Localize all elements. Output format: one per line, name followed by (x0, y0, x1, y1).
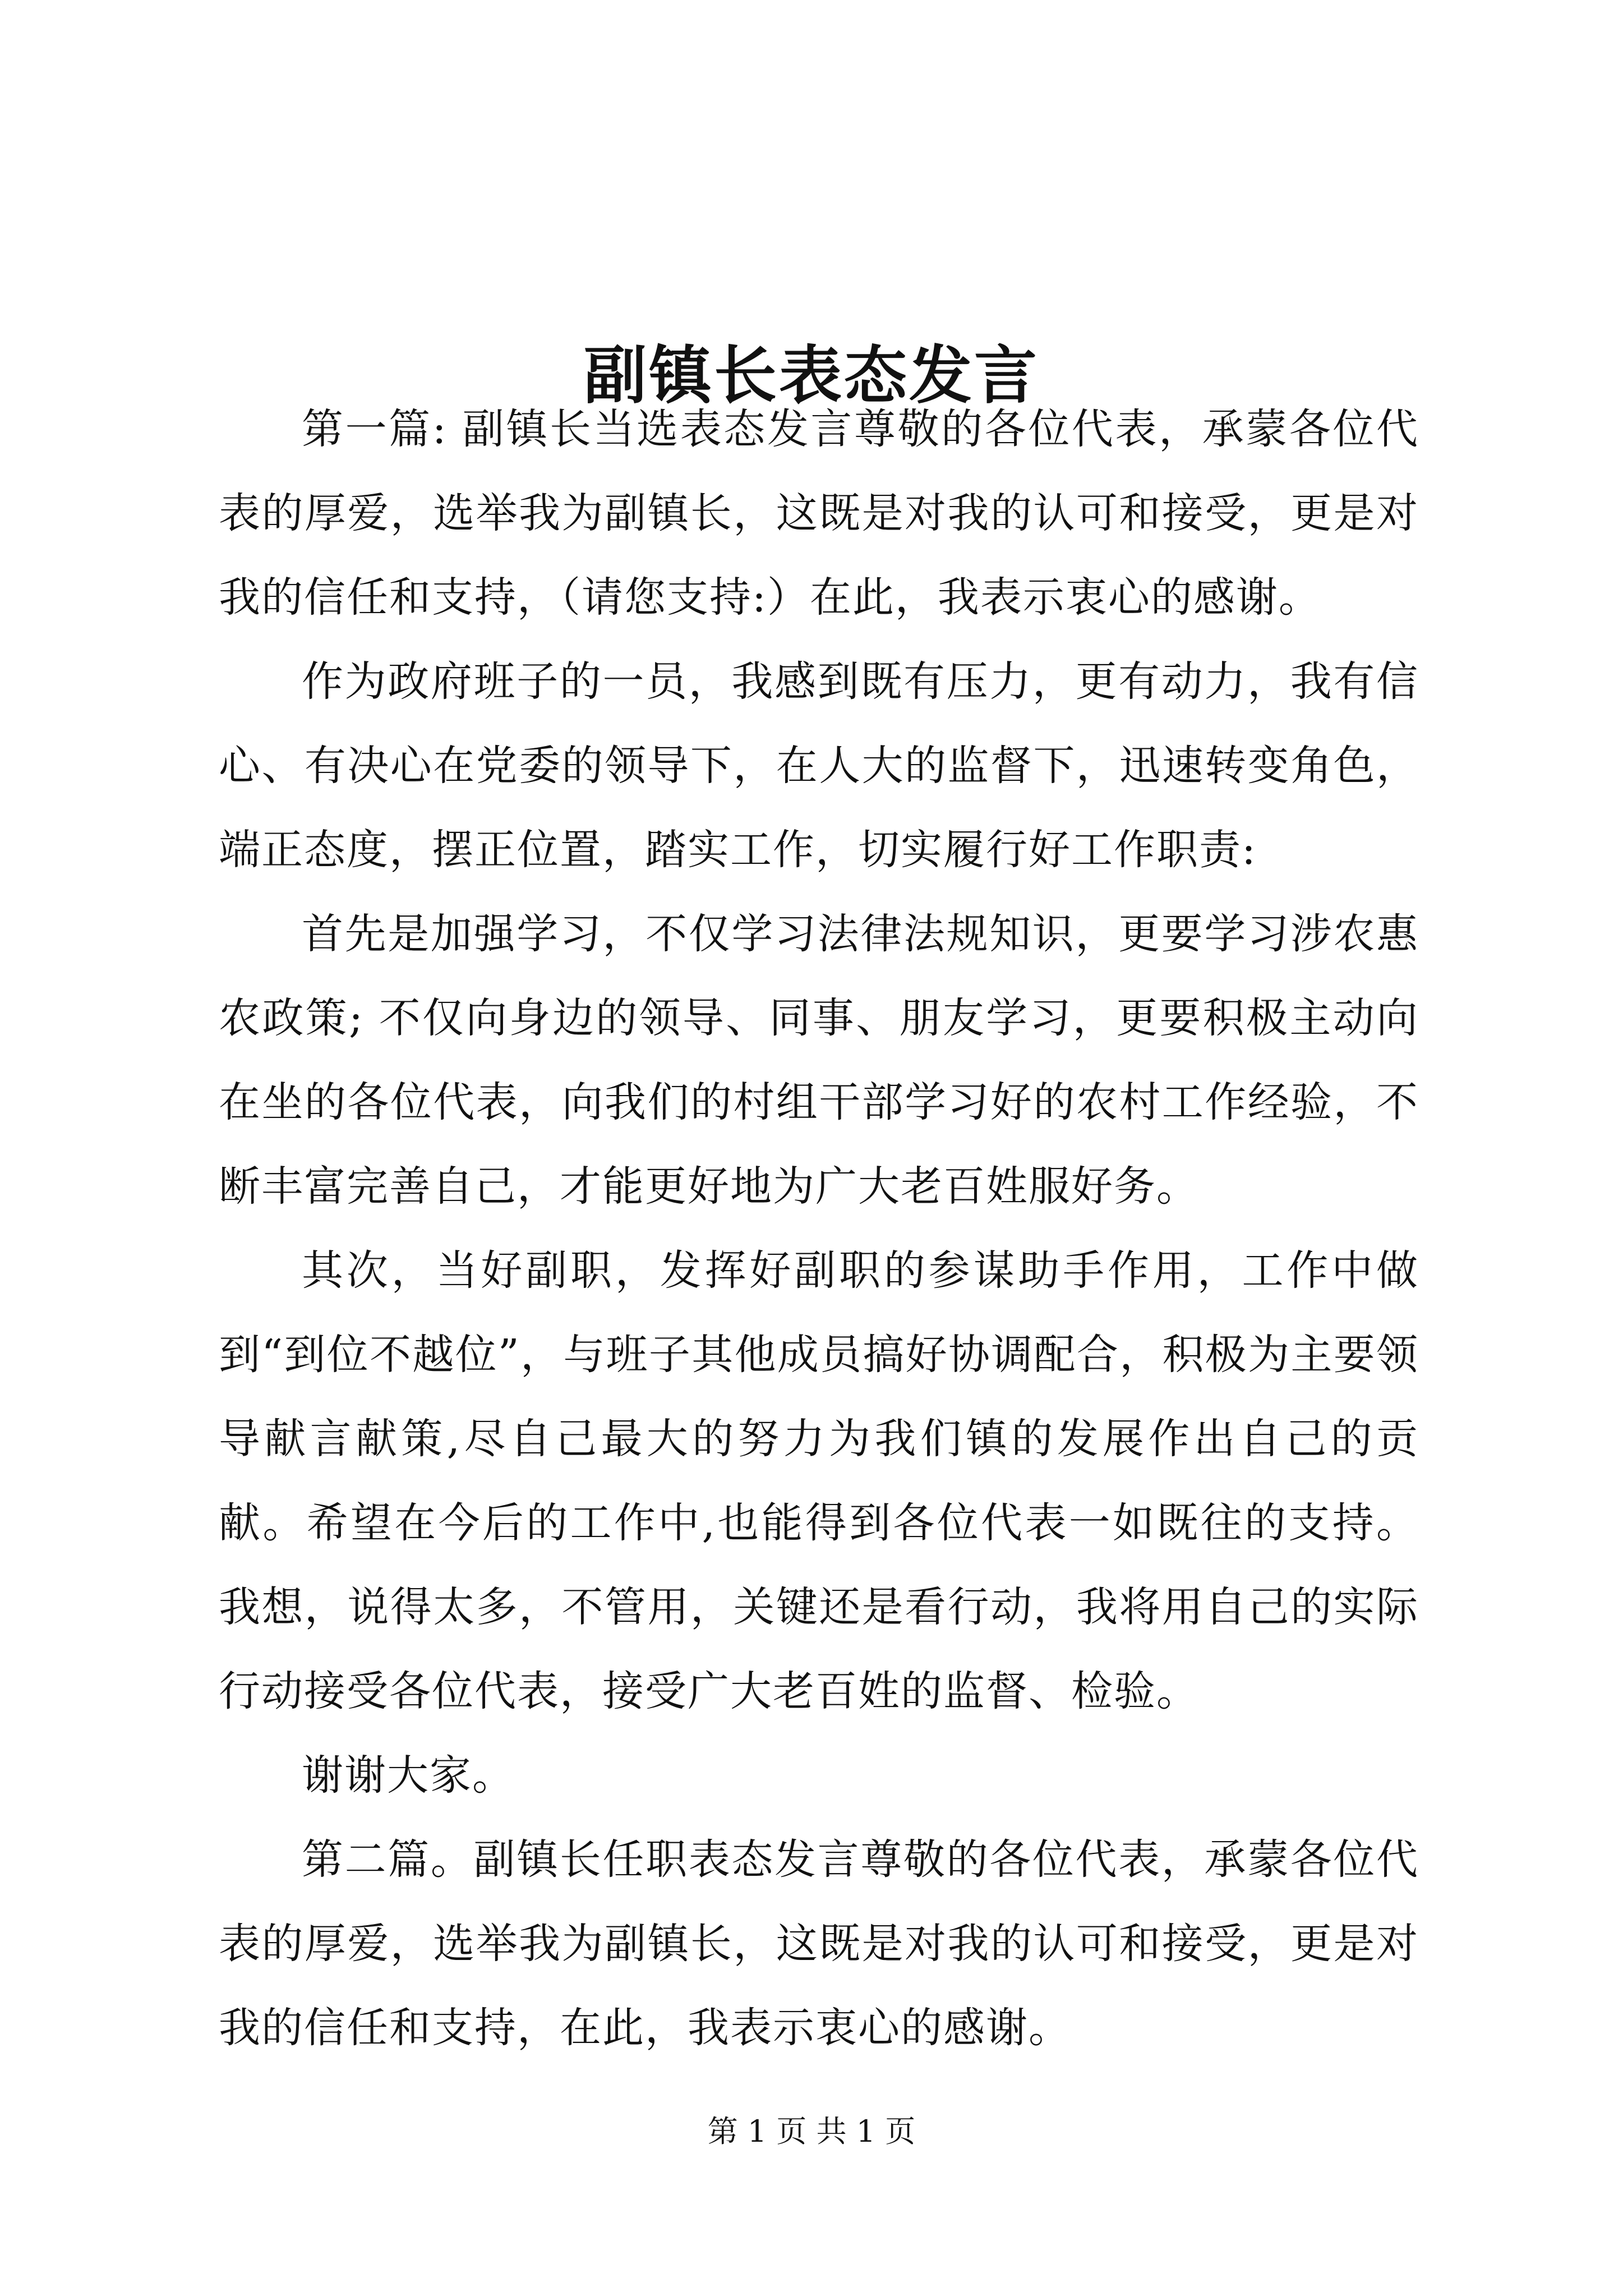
paragraph: 首先是加强学习，不仅学习法律法规知识，更要学习涉农惠农政策; 不仅向身边的领导、同事、朋友学习，更要积极主动向在坐的各位代表，向我们的村组干部学习好的农村工作经验，不断丰富完善自己，才能更好地为广大老百姓服好务。 (219, 910, 1419, 1211)
page-footer: 第 1 页 共 1 页 (707, 2114, 916, 2149)
document-title: 副镇长表态发言 (584, 339, 1039, 413)
paragraph: 第一篇: 副镇长当选表态发言尊敬的各位代表，承蒙各位代表的厚爱，选举我为副镇长，这既是对我的认可和接受，更是对我的信任和支持，（请您支持:）在此，我表示衷心的感谢。 (219, 405, 1419, 622)
paragraph: 谢谢大家。 (302, 1751, 515, 1800)
paragraph: 作为政府班子的一员，我感到既有压力，更有动力，我有信心、有决心在党委的领导下，在人大的监督下，迅速转变角色，端正态度，摆正位置，踏实工作，切实履行好工作职责: (219, 657, 1419, 874)
paragraph: 其次，当好副职，发挥好副职的参谋助手作用，工作中做到“到位不越位”，与班子其他成员搞好协调配合，积极为主要领导献言献策,尽自己最大的努力为我们镇的发展作出自己的贡献。希望在今后的工作中,也能得到各位代表一如既往的支持。我想，说得太多，不管用，关键还是看行动，我将用自己的实际行动接受各位代表，接受广大老百姓的监督、检验。 (219, 1246, 1419, 1715)
document-body (219, 387, 1419, 2070)
paragraph: 第二篇。副镇长任职表态发言尊敬的各位代表，承蒙各位代表的厚爱，选举我为副镇长，这既是对我的认可和接受，更是对我的信任和支持，在此，我表示衷心的感谢。 (219, 1835, 1419, 2052)
